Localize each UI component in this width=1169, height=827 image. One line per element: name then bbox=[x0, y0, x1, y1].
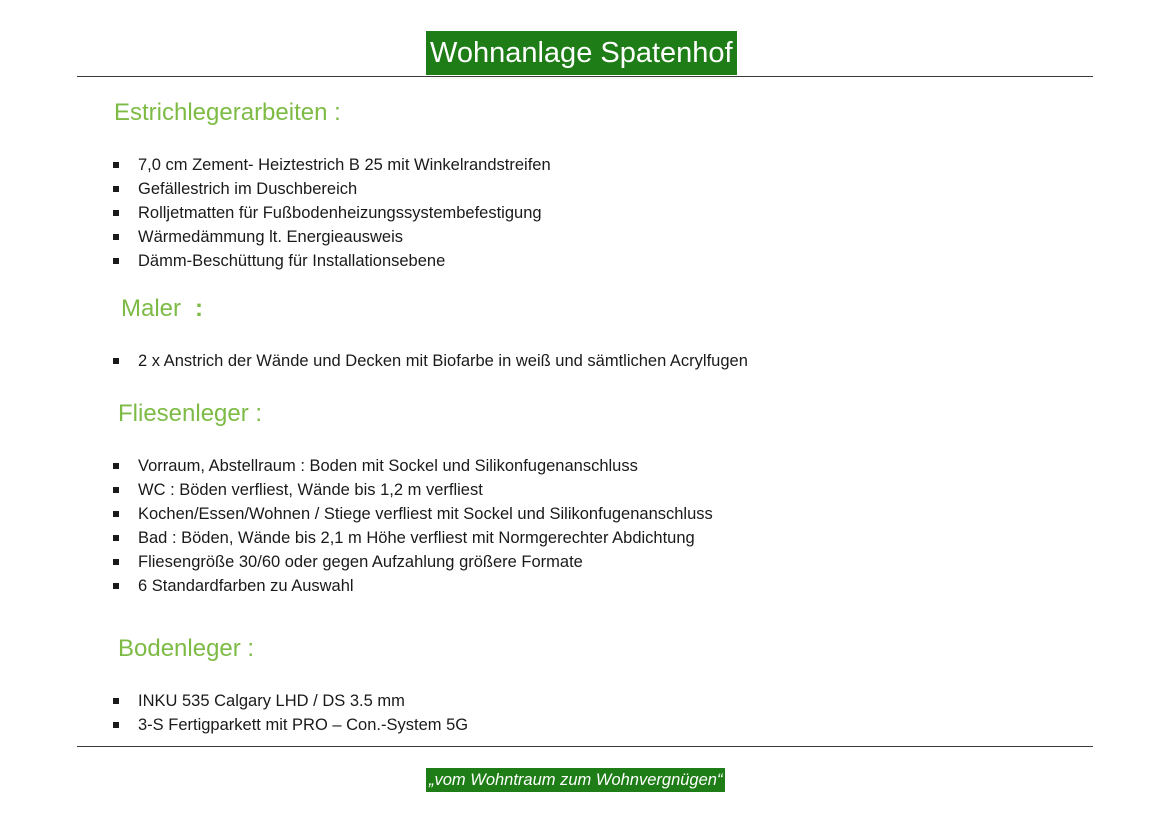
maler-heading-colon: : bbox=[195, 295, 204, 322]
bullet-icon bbox=[113, 722, 119, 728]
bullet-icon bbox=[113, 511, 119, 517]
section-heading-bodenleger: Bodenleger : bbox=[118, 635, 255, 662]
bullet-icon bbox=[113, 186, 119, 192]
bullet-icon bbox=[113, 358, 119, 364]
footer-slogan: „vom Wohntraum zum Wohnvergnügen“ bbox=[426, 768, 725, 792]
bullet-icon bbox=[113, 559, 119, 565]
bullet-icon bbox=[113, 463, 119, 469]
bullet-icon bbox=[113, 487, 119, 493]
bullet-icon bbox=[113, 258, 119, 264]
bullet-icon bbox=[113, 698, 119, 704]
document-title: Wohnanlage Spatenhof bbox=[426, 31, 737, 75]
section-heading-estrichlegerarbeiten: Estrichlegerarbeiten : bbox=[114, 99, 341, 126]
bullet-icon bbox=[113, 535, 119, 541]
section-heading-fliesenleger: Fliesenleger : bbox=[118, 400, 263, 427]
section-heading-maler bbox=[121, 295, 203, 323]
bullet-icon bbox=[113, 210, 119, 216]
bullet-icon bbox=[113, 162, 119, 168]
header-divider bbox=[77, 76, 1093, 77]
footer-divider bbox=[77, 746, 1093, 747]
bullet-icon bbox=[113, 234, 119, 240]
maler-heading-label: Maler bbox=[121, 295, 182, 322]
bullet-icon bbox=[113, 583, 119, 589]
